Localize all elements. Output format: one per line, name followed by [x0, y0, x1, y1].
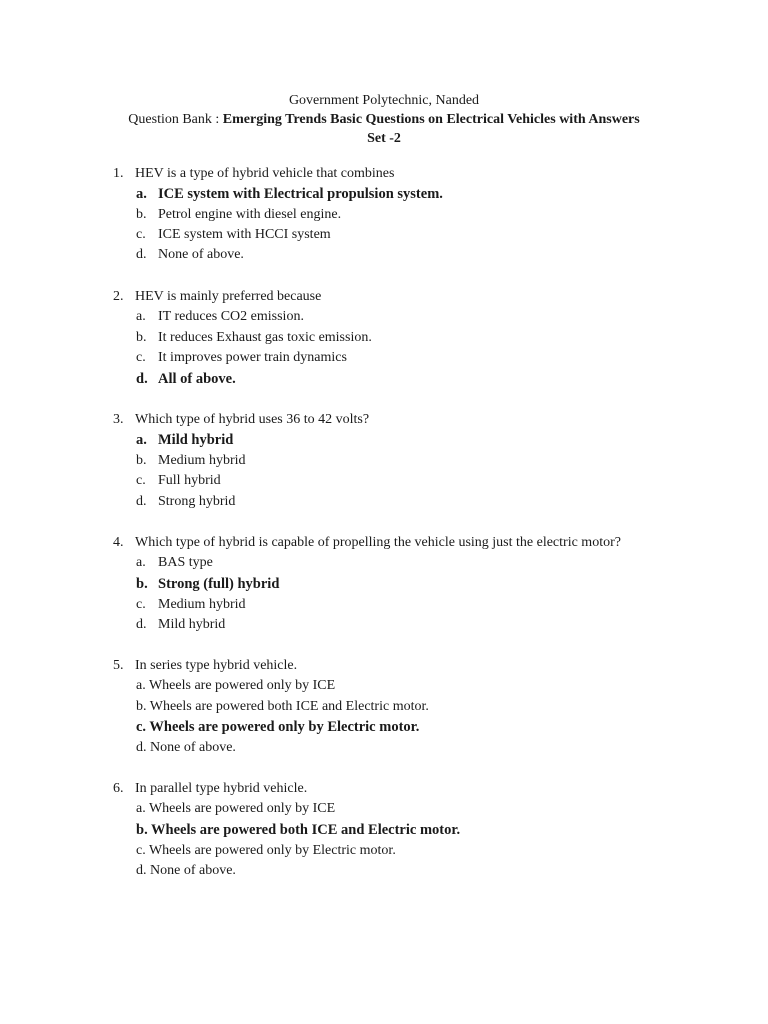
option-c: c. Wheels are powered only by Electric motor. [136, 719, 420, 735]
option-letter: a. [136, 432, 147, 448]
question-number: 3. [113, 412, 124, 427]
option-text: Medium hybrid [158, 453, 246, 468]
option-text: Mild hybrid [158, 617, 226, 632]
option-d [136, 246, 244, 264]
question-stem: HEV is a type of hybrid vehicle that combines [135, 166, 395, 181]
option-text: Mild hybrid [158, 432, 234, 448]
option-b [136, 206, 341, 224]
subject-title: Emerging Trends Basic Questions on Electrical Vehicles with Answers [222, 112, 640, 127]
document-title [0, 111, 768, 129]
option-a [136, 308, 304, 326]
option-text: Strong hybrid [158, 494, 236, 509]
question-text [113, 411, 369, 429]
option-text: None of above. [158, 247, 244, 262]
option-letter: b. [136, 207, 147, 222]
question-number: 6. [113, 781, 124, 796]
option-letter: d. [136, 617, 147, 632]
option-text: It reduces Exhaust gas toxic emission. [158, 330, 372, 345]
option-letter: c. [136, 597, 146, 612]
option-d [136, 370, 236, 388]
option-c [136, 226, 331, 244]
option-b [136, 575, 279, 593]
question-bank-label: Question Bank : [128, 112, 223, 127]
option-letter: c. [136, 227, 146, 242]
question-stem: In parallel type hybrid vehicle. [135, 781, 308, 796]
question-stem: Which type of hybrid uses 36 to 42 volts? [135, 412, 370, 427]
option-c [136, 596, 246, 614]
option-a [136, 554, 213, 572]
question-text [113, 534, 621, 552]
option-d [136, 493, 235, 511]
option-text: Medium hybrid [158, 597, 246, 612]
option-letter: b. [136, 330, 147, 345]
option-b: b. Wheels are powered both ICE and Electric motor. [136, 699, 429, 714]
question-text [113, 780, 307, 798]
option-letter: a. [136, 555, 146, 570]
option-b [136, 329, 372, 347]
option-c [136, 472, 221, 490]
question-text [113, 288, 321, 306]
option-a [136, 431, 233, 449]
question-stem: Which type of hybrid is capable of propelling the vehicle using just the electric motor? [135, 535, 621, 550]
option-a: a. Wheels are powered only by ICE [136, 678, 336, 693]
option-a: a. Wheels are powered only by ICE [136, 801, 336, 816]
question-stem: In series type hybrid vehicle. [135, 658, 298, 673]
question-number: 2. [113, 289, 124, 304]
option-d: d. None of above. [136, 863, 236, 878]
option-letter: c. [136, 350, 146, 365]
option-letter: d. [136, 247, 147, 262]
option-a [136, 185, 443, 203]
option-letter: b. [136, 576, 148, 592]
question-stem: HEV is mainly preferred because [135, 289, 322, 304]
question-text [113, 165, 394, 183]
option-text: All of above. [158, 371, 236, 387]
option-letter: b. [136, 453, 147, 468]
option-d: d. None of above. [136, 740, 236, 755]
option-letter: d. [136, 371, 148, 387]
option-text: ICE system with HCCI system [158, 227, 331, 242]
question-number: 5. [113, 658, 124, 673]
question-number: 1. [113, 166, 124, 181]
option-d [136, 616, 225, 634]
option-text: Full hybrid [158, 473, 221, 488]
question-number: 4. [113, 535, 124, 550]
option-text: Petrol engine with diesel engine. [158, 207, 342, 222]
option-c: c. Wheels are powered only by Electric motor. [136, 843, 396, 858]
set-number: Set -2 [367, 131, 401, 146]
option-letter: a. [136, 309, 146, 324]
option-letter: a. [136, 186, 147, 202]
option-b: b. Wheels are powered both ICE and Electric motor. [136, 822, 461, 838]
question-text [113, 657, 297, 675]
option-b [136, 452, 246, 470]
option-text: IT reduces CO2 emission. [158, 309, 304, 324]
option-c [136, 349, 347, 367]
option-text: ICE system with Electrical propulsion system. [158, 186, 443, 202]
option-text: BAS type [158, 555, 213, 570]
institution-name: Government Polytechnic, Nanded [288, 93, 480, 108]
option-letter: c. [136, 473, 146, 488]
option-letter: d. [136, 494, 147, 509]
option-text: It improves power train dynamics [158, 350, 347, 365]
option-text: Strong (full) hybrid [158, 576, 280, 592]
